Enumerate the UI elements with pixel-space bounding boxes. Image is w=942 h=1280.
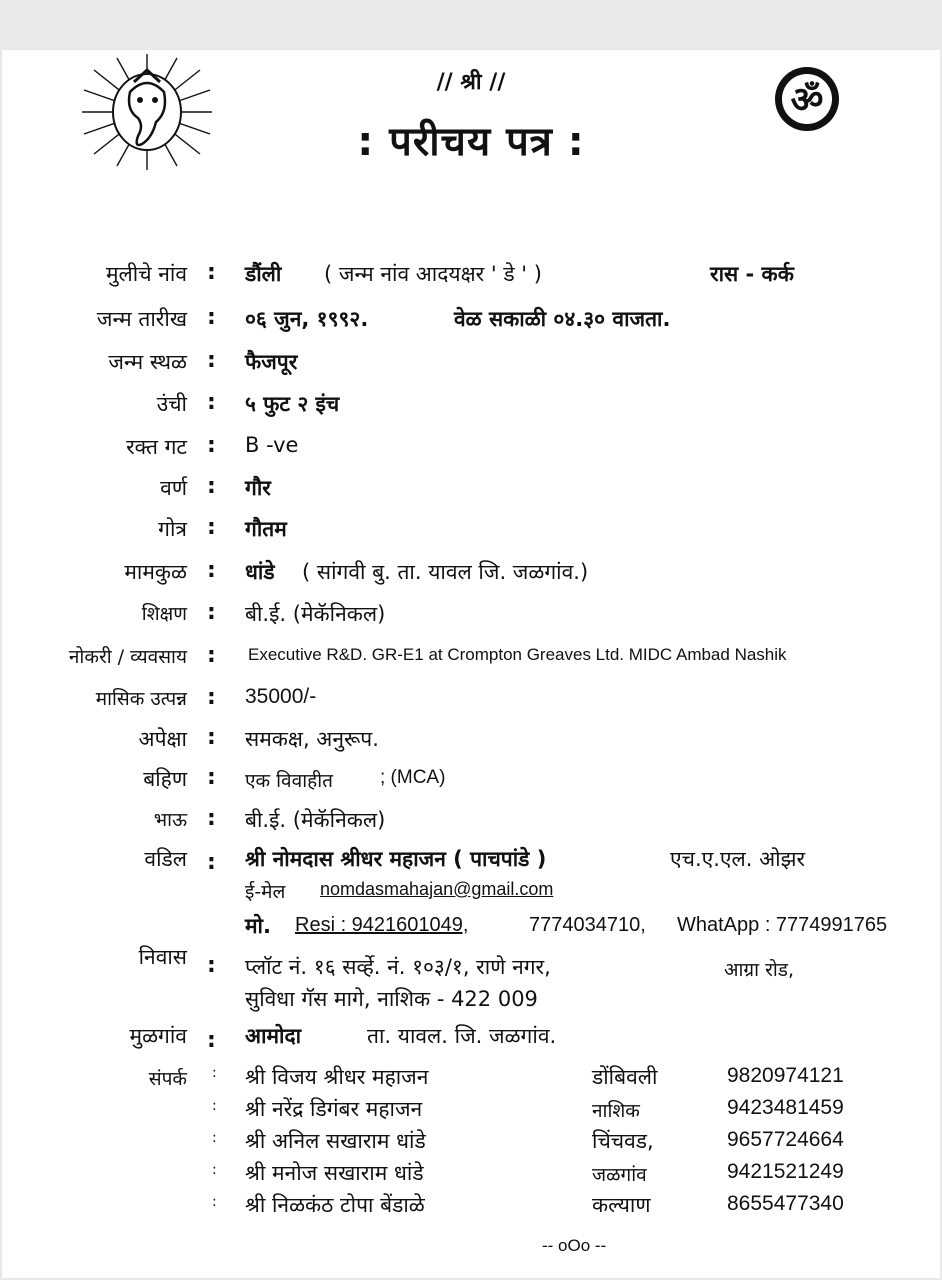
value-job: Executive R&D. GR-E1 at Crompton Greaves Ltd. MIDC Ambad Nashik [248, 645, 787, 664]
contact-name: श्री विजय श्रीधर महाजन [245, 1065, 429, 1089]
label-residence: निवास [138, 945, 187, 969]
label-mobile: मो. [245, 914, 271, 938]
colon: : [212, 1194, 217, 1210]
value-complexion: गौर [245, 476, 271, 500]
colon: : [212, 1130, 217, 1146]
label-education: शिक्षण [141, 603, 187, 625]
label-mamkul: मामकुळ [124, 560, 187, 584]
contact-name: श्री निळकंठ टोपा बेंडाळे [245, 1193, 425, 1217]
colon: : [207, 643, 216, 668]
value-residence-line2: सुविधा गॅस मागे, नाशिक - 422 009 [245, 987, 538, 1011]
colon: : [207, 953, 216, 978]
label-native: मुळगांव [129, 1024, 187, 1048]
colon: : [207, 725, 216, 750]
value-sister: एक विवाहीत [245, 770, 333, 792]
svg-text:ॐ: ॐ [790, 80, 824, 121]
label-gotra: गोत्र [158, 517, 187, 541]
contact-place: चिंचवड, [592, 1129, 654, 1153]
contact-place: डोंबिवली [592, 1065, 658, 1089]
contact-place: जळगांव [592, 1164, 647, 1186]
colon: : [207, 515, 216, 540]
email-link[interactable]: nomdasmahajan@gmail.com [320, 879, 554, 899]
label-brother: भाऊ [153, 809, 187, 831]
value-birthplace: फैजपूर [245, 350, 298, 374]
value-mamkul: धांडे [245, 560, 275, 584]
colon: : [207, 806, 216, 831]
colon: : [207, 600, 216, 625]
colon: : [207, 390, 216, 415]
value-father-name: श्री नोमदास श्रीधर महाजन ( पाचपांडे ) [245, 847, 547, 871]
colon: : [207, 1028, 216, 1053]
value-residence-line1: प्लॉट नं. १६ सर्व्हे. नं. १०३/१, राणे नगर, [245, 955, 551, 979]
value-name-note: ( जन्म नांव आदयक्षर ' डे ' ) [324, 262, 542, 286]
colon: : [207, 765, 216, 790]
page-title: : परीचय पत्र : [357, 119, 585, 165]
shri-heading: // श्री // [436, 70, 506, 95]
value-name: डौंली [245, 262, 282, 286]
value-dob: ०६ जुन, १९९२. [245, 307, 369, 331]
label-sister: बहिण [143, 767, 187, 791]
contact-phone: 9421521249 [727, 1160, 844, 1183]
colon: : [207, 433, 216, 458]
value-resi-phone: Resi : 9421601049, [295, 914, 469, 936]
value-ras: रास - कर्क [710, 262, 794, 286]
value-income: 35000/- [245, 685, 317, 708]
value-expectation: समकक्ष, अनुरूप. [245, 727, 379, 751]
colon: : [207, 558, 216, 583]
label-dob: जन्म तारीख [96, 307, 187, 331]
colon: : [207, 348, 216, 373]
label-expectation: अपेक्षा [138, 727, 187, 751]
value-residence-road: आग्रा रोड, [724, 959, 794, 981]
value-father-org: एच.ए.एल. ओझर [670, 847, 806, 871]
value-native-detail: ता. यावल. जि. जळगांव. [367, 1024, 557, 1048]
label-job: नोकरी / व्यवसाय [68, 646, 187, 668]
contact-name: श्री अनिल सखाराम धांडे [245, 1129, 426, 1153]
value-blood: B -ve [245, 433, 299, 457]
contact-phone: 9820974121 [727, 1064, 844, 1087]
value-sister-extra: ; (MCA) [380, 767, 446, 788]
value-gotra: गौतम [245, 517, 287, 541]
colon: : [207, 850, 216, 875]
contact-name: श्री मनोज सखाराम धांडे [245, 1161, 424, 1185]
colon: : [212, 1065, 217, 1081]
colon: : [212, 1098, 217, 1114]
label-name: मुलीचे नांव [105, 262, 187, 286]
colon: : [207, 305, 216, 330]
contact-phone: 9423481459 [727, 1096, 844, 1119]
contact-phone: 8655477340 [727, 1192, 844, 1215]
label-income: मासिक उत्पन्न [95, 688, 187, 710]
value-native-village: आमोदा [245, 1024, 302, 1048]
label-father: वडिल [144, 847, 187, 871]
label-email: ई-मेल [245, 881, 286, 903]
label-contact: संपर्क [148, 1068, 187, 1090]
label-birthplace: जन्म स्थळ [108, 350, 187, 374]
value-height: ५ फुट २ इंच [245, 392, 340, 416]
contact-place: नाशिक [592, 1100, 640, 1122]
colon: : [207, 260, 216, 285]
value-mobile: 7774034710, [529, 914, 646, 936]
contact-name: श्री नरेंद्र डिगंबर महाजन [245, 1097, 423, 1121]
label-height: उंची [156, 392, 187, 416]
contact-place: कल्याण [592, 1193, 651, 1217]
colon: : [212, 1162, 217, 1178]
value-whatsapp: WhatApp : 7774991765 [677, 914, 888, 936]
colon: : [207, 474, 216, 499]
value-mamkul-detail: ( सांगवी बु. ता. यावल जि. जळगांव.) [302, 560, 589, 584]
colon: : [207, 685, 216, 710]
value-birth-time: वेळ सकाळी ०४.३० वाजता. [454, 307, 671, 331]
contact-phone: 9657724664 [727, 1128, 844, 1151]
footer-ornament: -- oOo -- [542, 1236, 607, 1255]
label-complexion: वर्ण [160, 476, 187, 500]
value-brother: बी.ई. (मेकॅनिकल) [245, 808, 386, 832]
label-blood: रक्त गट [126, 435, 187, 459]
value-education: बी.ई. (मेकॅनिकल) [245, 602, 386, 626]
biodata-sheet [2, 50, 940, 1278]
